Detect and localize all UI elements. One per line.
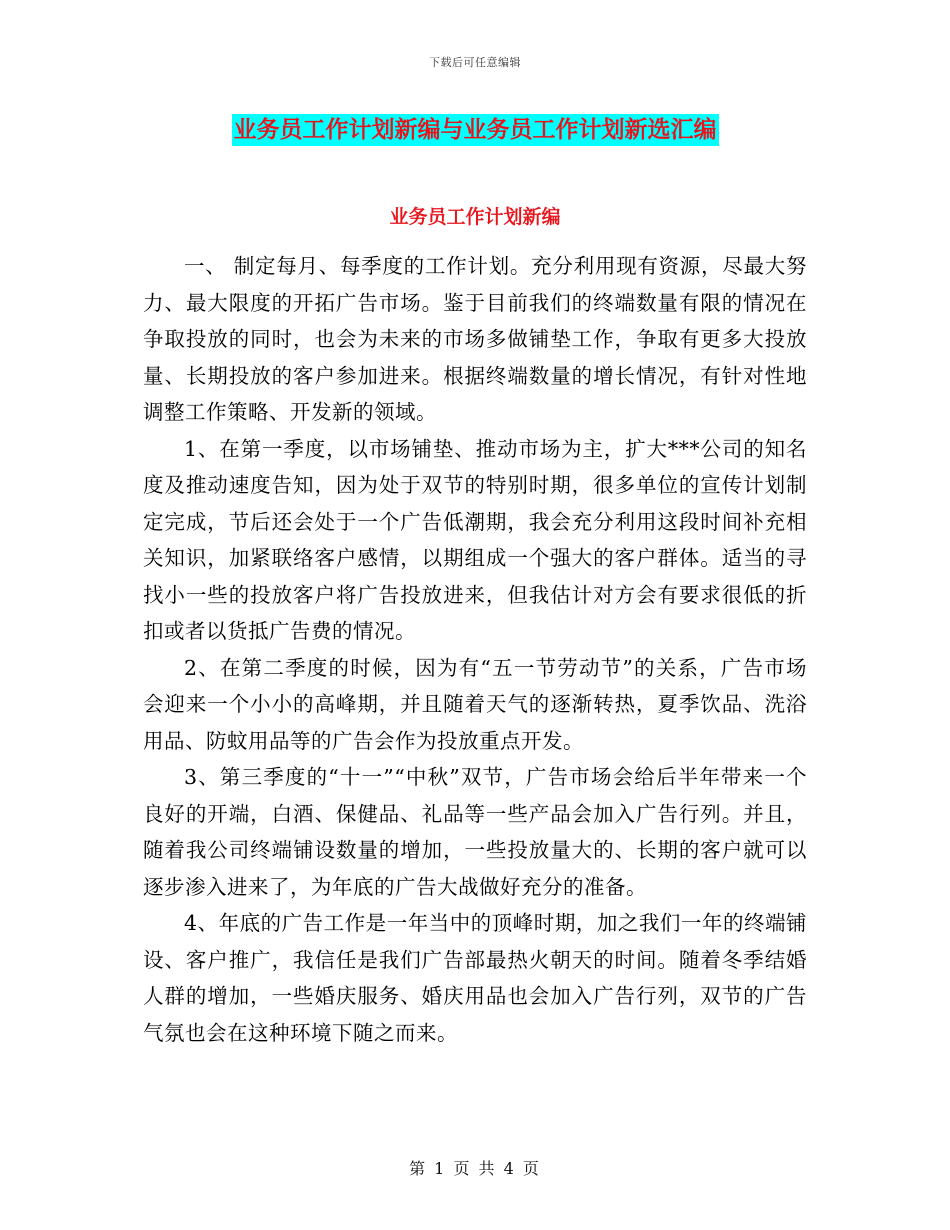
paragraph-q2: 2、在第二季度的时候，因为有“五一节劳动节”的关系，广告市场会迎来一个小小的高峰期，并且随着天气的逐渐转热，夏季饮品、洗浴用品、防蚊用品等的广告会作为投放重点开发。 xyxy=(143,655,807,753)
document-title: 业务员工作计划新编与业务员工作计划新选汇编 xyxy=(232,114,719,146)
paragraph-q3: 3、第三季度的“十一”“中秋”双节，广告市场会给后半年带来一个良好的开端，白酒、保健品、礼品等一些产品会加入广告行列。并且，随着我公司终端铺设数量的增加，一些投放量大的、长期的客户就可以逐步渗入进来了，为年底的广告大战做好充分的准备。 xyxy=(143,765,807,899)
paragraph-q1: 1、在第一季度，以市场铺垫、推动市场为主，扩大***公司的知名度及推动速度告知，因为处于双节的特别时期，很多单位的宣传计划制定完成，节后还会处于一个广告低潮期，我会充分利用这段时间补充相关知识，加紧联络客户感情，以期组成一个强大的客户群体。适当的寻找小一些的投放客户将广告投放进来，但我估计对方会有要求很低的折扣或者以货抵广告费的情况。 xyxy=(143,436,807,643)
page-number-footer: 第 1 页 共 4 页 xyxy=(409,1159,541,1178)
page-header-note: 下载后可任意编辑 xyxy=(429,56,521,69)
paragraph-q4: 4、年底的广告工作是一年当中的顶峰时期，加之我们一年的终端铺设、客户推广，我信任是我们广告部最热火朝天的时间。随着冬季结婚人群的增加，一些婚庆服务、婚庆用品也会加入广告行列，双节的广告气氛也会在这种环境下随之而来。 xyxy=(143,911,807,1045)
section-title: 业务员工作计划新编 xyxy=(389,206,561,228)
document-body xyxy=(143,248,807,1051)
paragraph-intro: 一、 制定每月、每季度的工作计划。充分利用现有资源，尽最大努力、最大限度的开拓广告市场。鉴于目前我们的终端数量有限的情况在争取投放的同时，也会为未来的市场多做铺垫工作，争取有更多大投放量、长期投放的客户参加进来。根据终端数量的增长情况，有针对性地调整工作策略、开发新的领域。 xyxy=(143,254,807,424)
document-title-container xyxy=(0,114,950,146)
